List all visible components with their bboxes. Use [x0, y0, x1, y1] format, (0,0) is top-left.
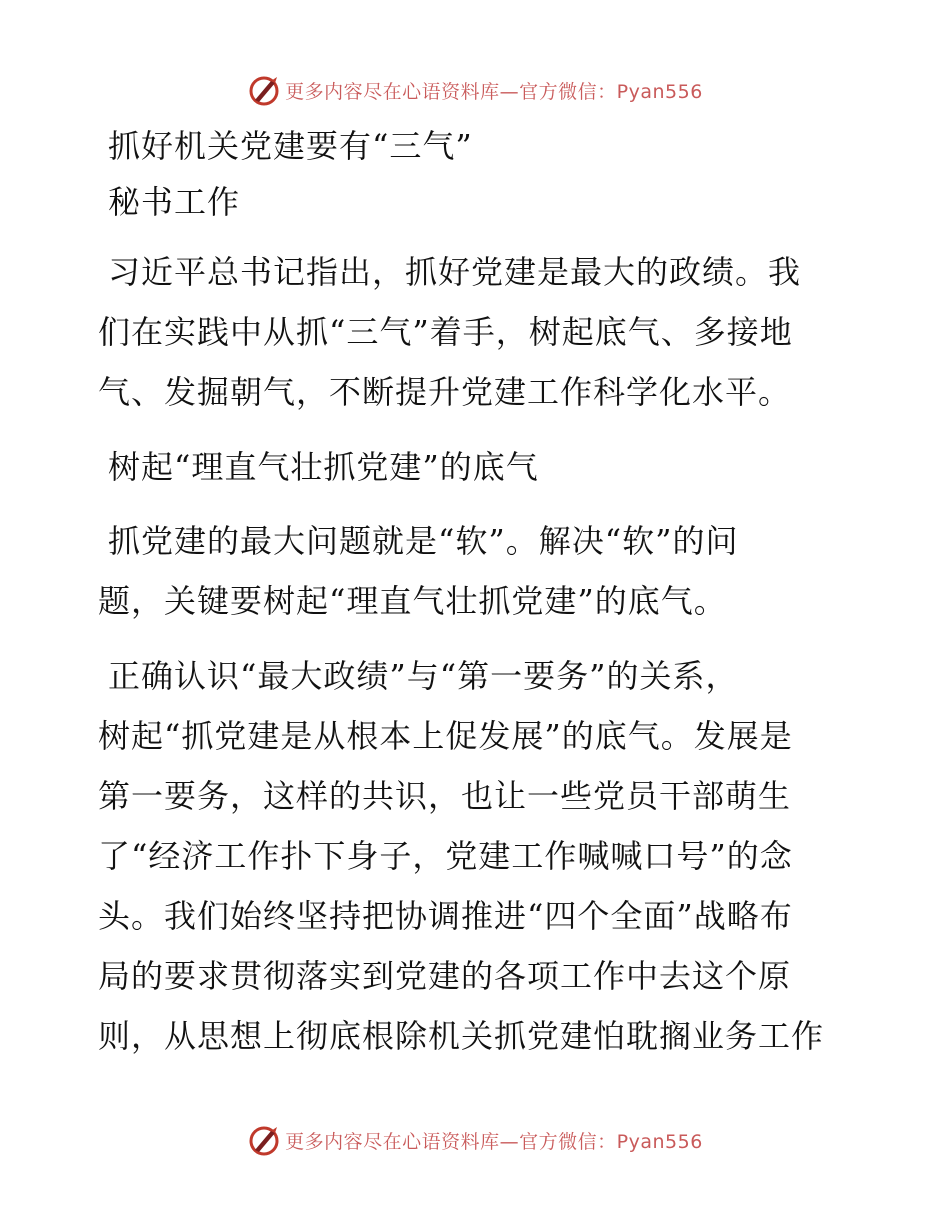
paragraph-line: 则，从思想上彻底根除机关抓党建怕耽搁业务工作: [98, 1017, 825, 1055]
quill-pen-logo-icon: [247, 1123, 281, 1157]
paragraph-line: 局的要求贯彻落实到党建的各项工作中去这个原: [98, 957, 792, 995]
document-category: 秘书工作: [108, 183, 241, 221]
section-heading: 树起“理直气壮抓党建”的底气: [108, 448, 539, 486]
quill-pen-logo-icon: [247, 73, 281, 107]
header-banner-text: 更多内容尽在心语资料库—官方微信：Pyan556: [285, 80, 703, 103]
paragraph-line: 树起“抓党建是从根本上促发展”的底气。发展是: [98, 717, 793, 755]
paragraph-line: 了“经济工作扑下身子，党建工作喊喊口号”的念: [98, 837, 793, 875]
footer-banner: [0, 1120, 950, 1160]
document-body: [98, 128, 858, 1053]
paragraph-line: 抓党建的最大问题就是“软”。解决“软”的问: [108, 522, 739, 560]
paragraph-line: 们在实践中从抓“三气”着手，树起底气、多接地: [98, 313, 793, 351]
paragraph-line: 头。我们始终坚持把协调推进“四个全面”战略布: [98, 897, 793, 935]
footer-banner-text: 更多内容尽在心语资料库—官方微信：Pyan556: [285, 1130, 703, 1153]
paragraph-line: 题，关键要树起“理直气壮抓党建”的底气。: [98, 582, 727, 620]
document-title: 抓好机关党建要有“三气”: [108, 127, 473, 165]
header-banner: [0, 70, 950, 110]
paragraph-3: [98, 657, 858, 1055]
paragraph-line: 习近平总书记指出，抓好党建是最大的政绩。我: [108, 253, 802, 291]
paragraph-1: [98, 253, 858, 411]
paragraph-2: [98, 522, 858, 620]
paragraph-line: 气、发掘朝气，不断提升党建工作科学化水平。: [98, 373, 792, 411]
paragraph-line: 第一要务，这样的共识，也让一些党员干部萌生: [98, 777, 792, 815]
paragraph-line: 正确认识“最大政绩”与“第一要务”的关系，: [108, 657, 739, 695]
